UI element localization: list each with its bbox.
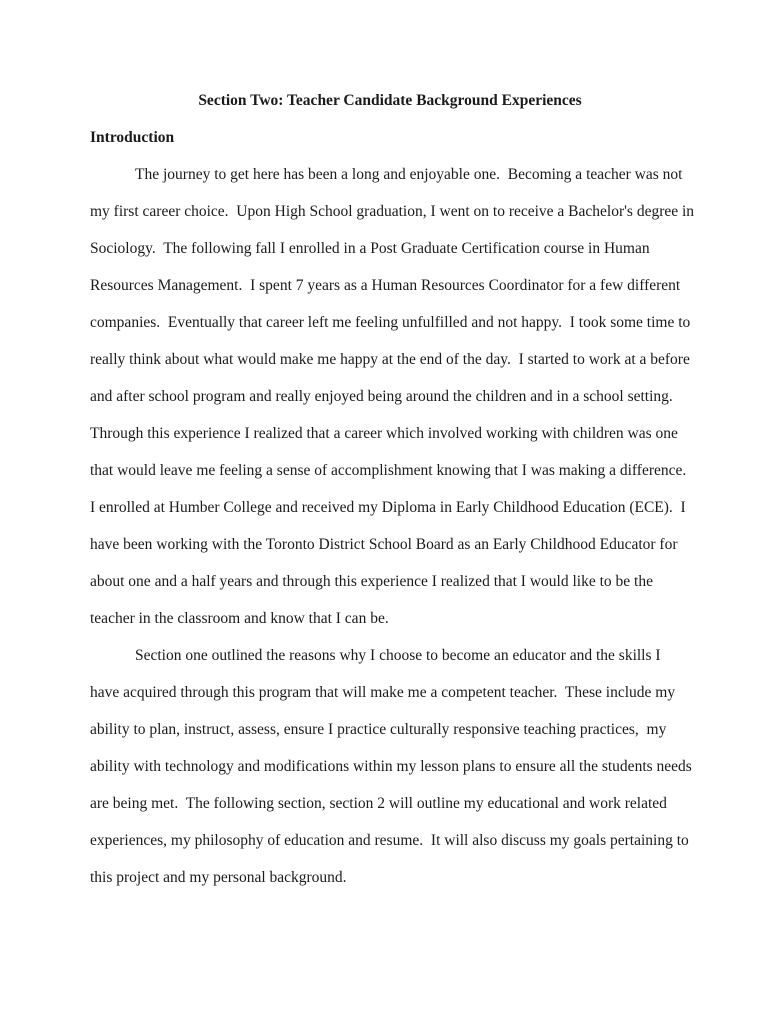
text-line: really think about what would make me happy at the end of the day. I started to work at a before (90, 351, 690, 368)
text-line: are being met. The following section, section 2 will outline my educational and work related (90, 795, 667, 812)
text-line: I enrolled at Humber College and received my Diploma in Early Childhood Education (ECE). I (90, 499, 686, 516)
text-line: Resources Management. I spent 7 years as a Human Resources Coordinator for a few different (90, 277, 681, 294)
text-line: experiences, my philosophy of education and resume. It will also discuss my goals pertaining to (90, 832, 689, 849)
text-line: ability with technology and modifications within my lesson plans to ensure all the students needs (90, 758, 692, 775)
text-line: about one and a half years and through this experience I realized that I would like to be the (90, 573, 653, 590)
text-line: Section one outlined the reasons why I choose to become an educator and the skills I (135, 647, 661, 664)
text-line: and after school program and really enjoyed being around the children and in a school setting. (90, 388, 673, 405)
text-line: that would leave me feeling a sense of accomplishment knowing that I was making a difference. (90, 462, 687, 479)
text-line: The journey to get here has been a long and enjoyable one. Becoming a teacher was not (135, 166, 683, 183)
document-body (90, 156, 695, 896)
text-line: ability to plan, instruct, assess, ensure I practice culturally responsive teaching practices, my (90, 721, 667, 738)
text-line: Through this experience I realized that a career which involved working with children was one (90, 425, 678, 442)
text-line: companies. Eventually that career left me feeling unfulfilled and not happy. I took some time to (90, 314, 691, 331)
text-line: teacher in the classroom and know that I can be. (90, 610, 389, 627)
document-title: Section Two: Teacher Candidate Background Experiences (198, 92, 582, 109)
text-line: Sociology. The following fall I enrolled in a Post Graduate Certification course in Human (90, 240, 650, 257)
document-content (90, 82, 695, 896)
text-line: have acquired through this program that will make me a competent teacher. These include my (90, 684, 676, 701)
text-line: this project and my personal background. (90, 869, 347, 886)
section-heading-introduction: Introduction (90, 129, 175, 146)
text-line: my first career choice. Upon High School graduation, I went on to receive a Bachelor's degree in (90, 203, 695, 220)
text-line: have been working with the Toronto District School Board as an Early Childhood Educator for (90, 536, 678, 553)
